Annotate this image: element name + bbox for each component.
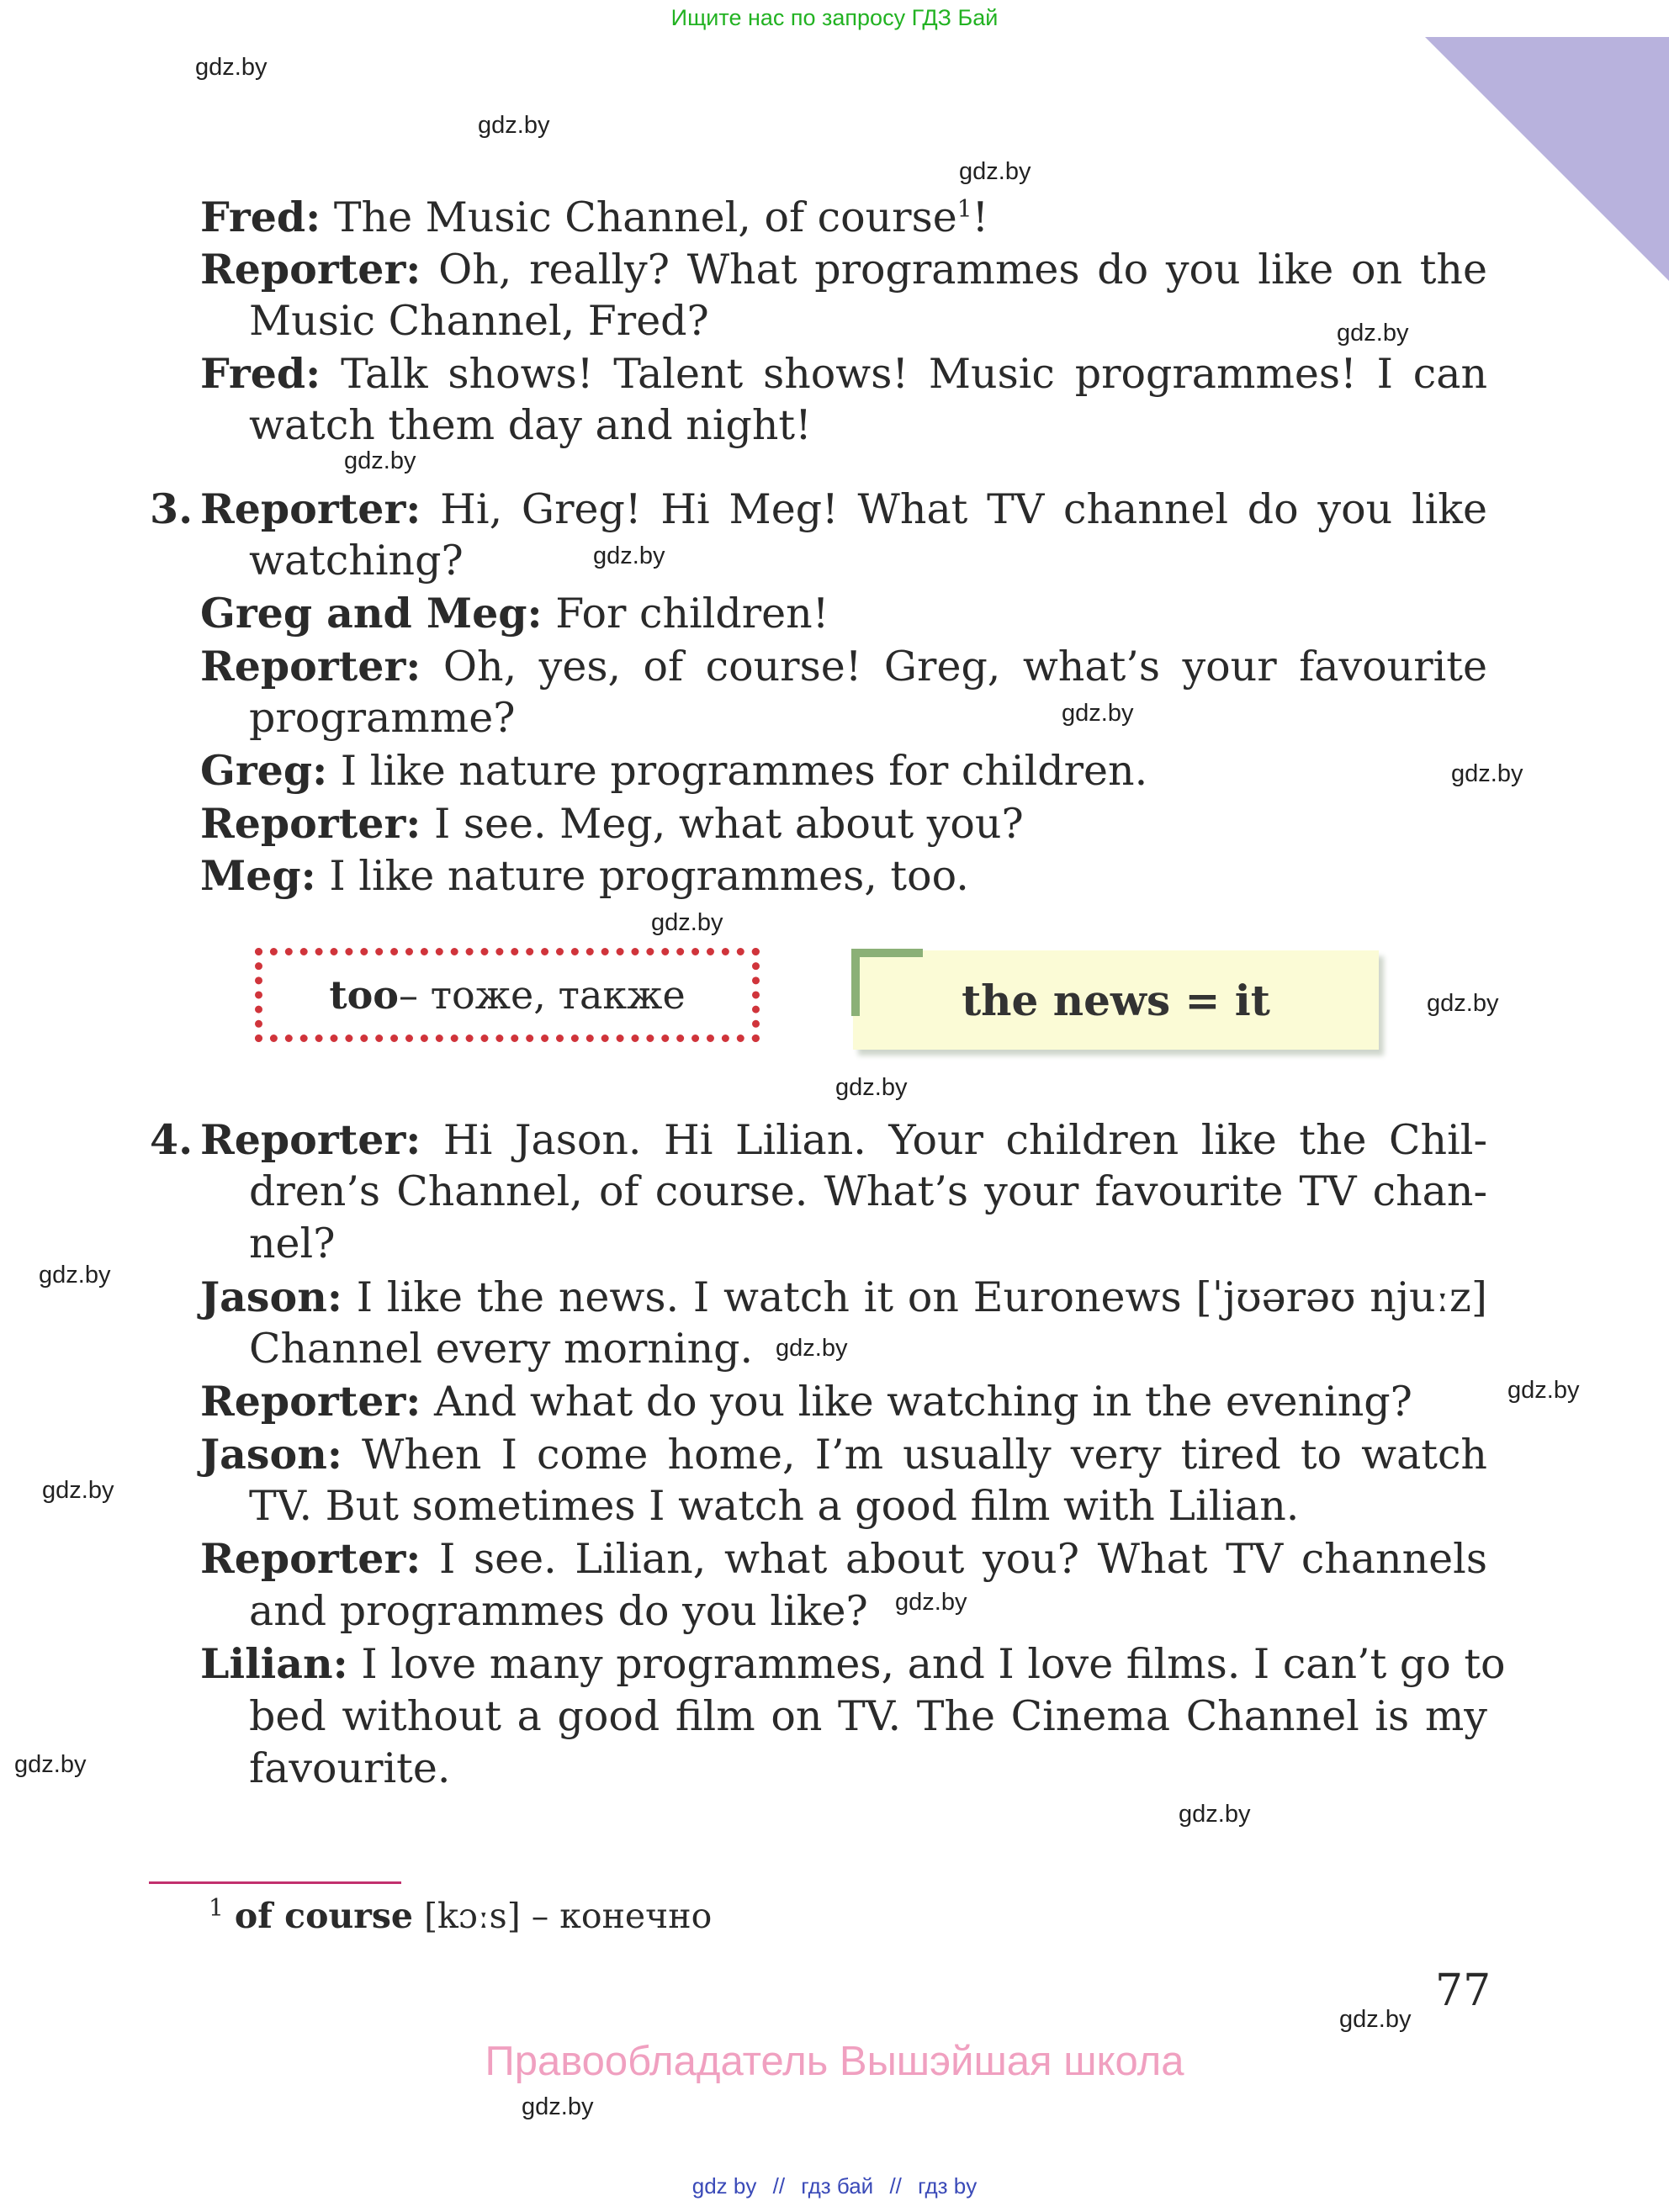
dialogue-line: TV. But sometimes I watch a good film with Lilian.: [249, 1482, 1300, 1530]
dialogue-line: Fred: Talk shows! Talent shows! Music programmes! I can: [200, 349, 1487, 398]
grammar-rule-box: the news = it: [853, 950, 1379, 1050]
watermark: gdz.by: [1179, 1801, 1251, 1828]
rule-box-bracket: [851, 949, 923, 957]
copyright-holder: Правообладатель Вышэйшая школа: [485, 2039, 1184, 2084]
footnote-translation: – конечно: [520, 1896, 713, 1936]
speaker: Reporter:: [200, 484, 421, 533]
speaker: Reporter:: [200, 799, 421, 848]
dialogue-line: watching?: [249, 537, 464, 585]
footnote-mark: 1: [209, 1893, 224, 1922]
top-banner[interactable]: Ищите нас по запросу ГДЗ Бай: [670, 5, 999, 30]
section-number: 3.: [150, 484, 193, 533]
watermark: gdz.by: [14, 1751, 87, 1778]
dialogue-line: Jason: I like the news. I watch it on Euronews [ˈjʊərəʊ njuːz]: [200, 1273, 1487, 1321]
vocabulary-box: [255, 948, 760, 1042]
rule-box-bracket: [851, 949, 860, 1016]
dialogue-line: Greg and Meg: For children!: [200, 589, 829, 638]
watermark: gdz.by: [651, 909, 723, 936]
dialogue-line: Music Channel, Fred?: [249, 297, 709, 345]
dialogue-line: and programmes do you like?: [249, 1587, 868, 1635]
page-number: 77: [1435, 1966, 1492, 2016]
dialogue-line: Lilian: I love many programmes, and I love films. I can’t go to: [200, 1639, 1506, 1688]
dialogue-line: Reporter: Hi Jason. Hi Lilian. Your children like the Chil-: [200, 1115, 1487, 1164]
watermark: gdz.by: [835, 1074, 908, 1101]
watermark: gdz.by: [1507, 1377, 1580, 1404]
vocab-word: too: [329, 972, 399, 1018]
dialogue-line: Fred: The Music Channel, of course$^1$!: [200, 193, 989, 241]
watermark: gdz.by: [42, 1477, 114, 1504]
vocab-translation: – тоже, также: [398, 972, 686, 1018]
watermark: gdz.by: [895, 1589, 967, 1616]
link-gdz-bay[interactable]: гдз бай: [801, 2173, 874, 2199]
speaker: Reporter:: [200, 1115, 421, 1164]
speaker: Fred:: [200, 349, 321, 398]
watermark: gdz.by: [344, 447, 416, 474]
watermark: gdz.by: [1339, 2006, 1412, 2033]
dialogue-line: bed without a good film on TV. The Cinema Channel is my: [249, 1692, 1487, 1740]
watermark: gdz.by: [1062, 700, 1134, 727]
dialogue-line: Reporter: Oh, yes, of course! Greg, what’s your favourite: [200, 642, 1487, 691]
watermark: gdz.by: [1427, 990, 1499, 1017]
watermark: gdz.by: [1337, 320, 1409, 347]
dialogue-line: favourite.: [249, 1744, 451, 1792]
speaker: Reporter:: [200, 1377, 421, 1426]
speaker: Fred:: [200, 193, 321, 241]
dialogue-line: Meg: I like nature programmes, too.: [200, 851, 969, 900]
speaker: Reporter:: [200, 245, 421, 294]
footnote-transcription: [kɔːs]: [413, 1896, 521, 1936]
dialogue-line: Reporter: I see. Lilian, what about you? What TV channels: [200, 1534, 1487, 1583]
link-separator: //: [889, 2173, 902, 2199]
link-gdz-by-ru[interactable]: гдз by: [918, 2173, 978, 2199]
watermark: gdz.by: [478, 112, 550, 139]
speaker: Jason:: [200, 1273, 342, 1321]
watermark: gdz.by: [593, 542, 665, 569]
bottom-links: [0, 2173, 1669, 2199]
dialogue-line: Reporter: I see. Meg, what about you?: [200, 799, 1024, 848]
watermark: gdz.by: [39, 1262, 111, 1289]
speaker: Jason:: [200, 1430, 342, 1479]
speaker: Greg:: [200, 746, 328, 795]
dialogue-line: Greg: I like nature programmes for children.: [200, 746, 1148, 795]
watermark: gdz.by: [1451, 760, 1523, 787]
watermark: gdz.by: [776, 1335, 848, 1362]
section-number: 4.: [150, 1115, 193, 1164]
speaker: Lilian:: [200, 1639, 348, 1688]
speaker: Greg and Meg:: [200, 589, 543, 638]
link-gdz-by[interactable]: gdz by: [691, 2173, 757, 2199]
footnote-divider: [149, 1881, 401, 1884]
link-separator: //: [772, 2173, 786, 2199]
watermark: gdz.by: [195, 54, 268, 81]
dialogue-line: Reporter: Hi, Greg! Hi Meg! What TV channel do you like: [200, 484, 1487, 533]
watermark: gdz.by: [959, 158, 1031, 185]
speaker: Reporter:: [200, 642, 421, 691]
dialogue-line: dren’s Channel, of course. What’s your favourite TV chan-: [249, 1167, 1487, 1215]
speaker: Meg:: [200, 851, 316, 900]
footnote: [209, 1893, 713, 1936]
dialogue-line: Reporter: And what do you like watching in the evening?: [200, 1377, 1412, 1426]
dialogue-line: nel?: [249, 1220, 336, 1267]
dialogue-line: Reporter: Oh, really? What programmes do you like on the: [200, 245, 1487, 294]
footnote-ref[interactable]: 1: [956, 194, 972, 223]
dialogue-line: Channel every morning.: [249, 1325, 754, 1373]
watermark: gdz.by: [522, 2093, 594, 2120]
dialogue-line: Jason: When I come home, I’m usually very tired to watch: [200, 1430, 1487, 1479]
dialogue-line: programme?: [249, 694, 516, 742]
speaker: Reporter:: [200, 1534, 421, 1583]
dialogue-line: watch them day and night!: [249, 401, 812, 449]
footnote-term: of course: [234, 1896, 414, 1936]
